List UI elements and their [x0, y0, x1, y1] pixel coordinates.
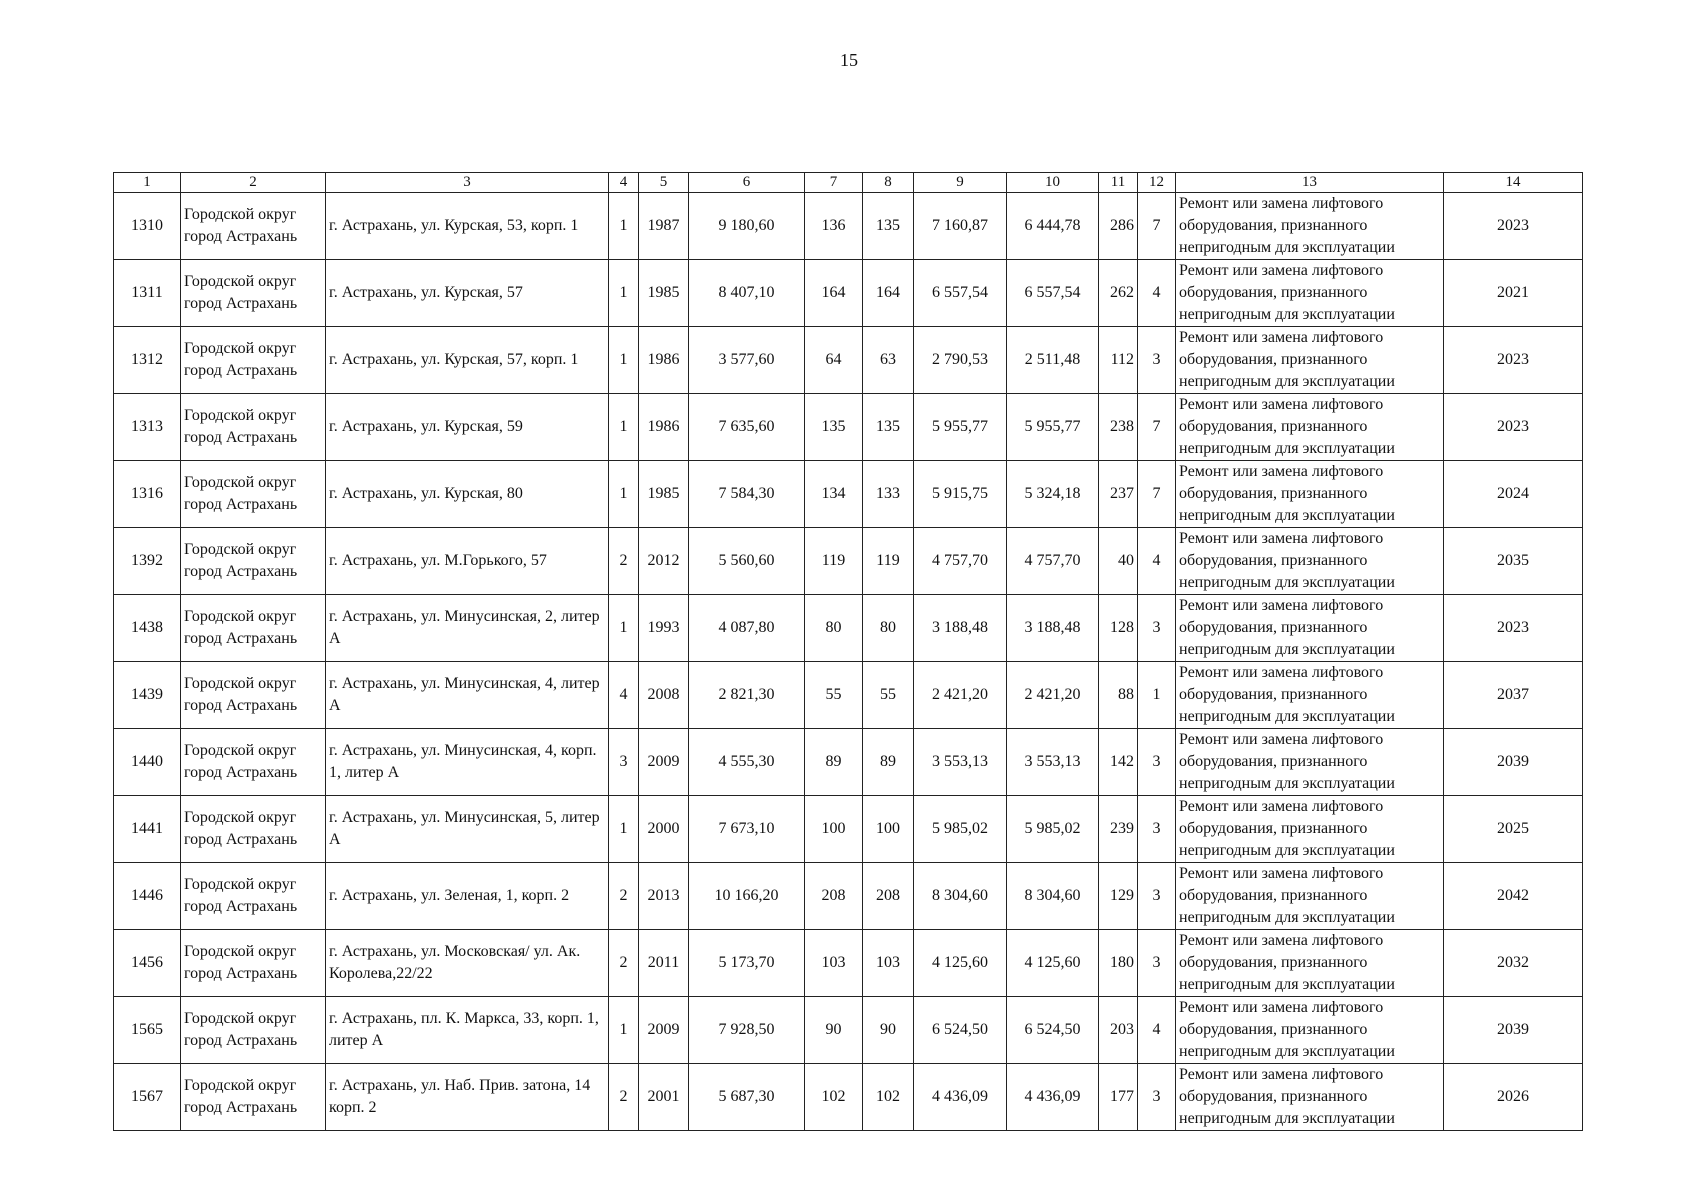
col-11-value-cell: 237 [1099, 461, 1138, 528]
planned-year-cell: 2023 [1444, 327, 1583, 394]
col-12-value-cell: 3 [1138, 796, 1176, 863]
municipality-cell: Городской округ город Астрахань [181, 729, 326, 796]
col-9-value-cell: 2 790,53 [914, 327, 1007, 394]
col-6-value-cell: 7 673,10 [689, 796, 805, 863]
year-cell: 1985 [639, 461, 689, 528]
col-4-value-cell: 1 [609, 461, 639, 528]
col-11-value-cell: 239 [1099, 796, 1138, 863]
col-6-value-cell: 8 407,10 [689, 260, 805, 327]
record-id-cell: 1565 [114, 997, 181, 1064]
col-6-value-cell: 7 928,50 [689, 997, 805, 1064]
col-11-value-cell: 262 [1099, 260, 1138, 327]
year-cell: 2009 [639, 729, 689, 796]
record-id-cell: 1446 [114, 863, 181, 930]
col-9-value-cell: 4 436,09 [914, 1064, 1007, 1131]
table-row [114, 729, 1583, 796]
record-id-cell: 1441 [114, 796, 181, 863]
table-row [114, 327, 1583, 394]
year-cell: 1993 [639, 595, 689, 662]
col-8-value-cell: 208 [863, 863, 914, 930]
column-header-1: 1 [114, 173, 181, 193]
col-9-value-cell: 8 304,60 [914, 863, 1007, 930]
address-cell: г. Астрахань, ул. Минусинская, 4, корп. 1, литер А [326, 729, 609, 796]
work-type-cell: Ремонт или замена лифтового оборудования, признанного непригодным для эксплуатации [1176, 662, 1444, 729]
col-6-value-cell: 3 577,60 [689, 327, 805, 394]
col-7-value-cell: 64 [805, 327, 863, 394]
record-id-cell: 1456 [114, 930, 181, 997]
col-12-value-cell: 3 [1138, 1064, 1176, 1131]
col-7-value-cell: 89 [805, 729, 863, 796]
col-9-value-cell: 7 160,87 [914, 193, 1007, 260]
year-cell: 1985 [639, 260, 689, 327]
col-8-value-cell: 133 [863, 461, 914, 528]
col-12-value-cell: 3 [1138, 595, 1176, 662]
year-cell: 1986 [639, 394, 689, 461]
record-id-cell: 1313 [114, 394, 181, 461]
col-4-value-cell: 3 [609, 729, 639, 796]
planned-year-cell: 2023 [1444, 394, 1583, 461]
column-header-12: 12 [1138, 173, 1176, 193]
col-9-value-cell: 6 524,50 [914, 997, 1007, 1064]
record-id-cell: 1439 [114, 662, 181, 729]
col-6-value-cell: 5 560,60 [689, 528, 805, 595]
column-header-4: 4 [609, 173, 639, 193]
col-12-value-cell: 4 [1138, 260, 1176, 327]
work-type-cell: Ремонт или замена лифтового оборудования, признанного непригодным для эксплуатации [1176, 796, 1444, 863]
col-10-value-cell: 2 511,48 [1007, 327, 1099, 394]
housing-register-table [113, 172, 1583, 1131]
year-cell: 2000 [639, 796, 689, 863]
record-id-cell: 1312 [114, 327, 181, 394]
col-7-value-cell: 119 [805, 528, 863, 595]
address-cell: г. Астрахань, ул. Зеленая, 1, корп. 2 [326, 863, 609, 930]
column-header-5: 5 [639, 173, 689, 193]
col-12-value-cell: 3 [1138, 863, 1176, 930]
column-header-13: 13 [1176, 173, 1444, 193]
record-id-cell: 1392 [114, 528, 181, 595]
col-6-value-cell: 7 584,30 [689, 461, 805, 528]
table-row [114, 863, 1583, 930]
municipality-cell: Городской округ город Астрахань [181, 260, 326, 327]
col-4-value-cell: 2 [609, 1064, 639, 1131]
planned-year-cell: 2023 [1444, 193, 1583, 260]
col-8-value-cell: 63 [863, 327, 914, 394]
col-10-value-cell: 8 304,60 [1007, 863, 1099, 930]
col-6-value-cell: 4 087,80 [689, 595, 805, 662]
address-cell: г. Астрахань, пл. К. Маркса, 33, корп. 1, литер А [326, 997, 609, 1064]
planned-year-cell: 2026 [1444, 1064, 1583, 1131]
col-7-value-cell: 55 [805, 662, 863, 729]
table-row [114, 930, 1583, 997]
municipality-cell: Городской округ город Астрахань [181, 595, 326, 662]
col-9-value-cell: 4 757,70 [914, 528, 1007, 595]
col-9-value-cell: 3 188,48 [914, 595, 1007, 662]
col-10-value-cell: 6 444,78 [1007, 193, 1099, 260]
address-cell: г. Астрахань, ул. Курская, 53, корп. 1 [326, 193, 609, 260]
column-header-9: 9 [914, 173, 1007, 193]
column-header-6: 6 [689, 173, 805, 193]
municipality-cell: Городской округ город Астрахань [181, 327, 326, 394]
col-10-value-cell: 2 421,20 [1007, 662, 1099, 729]
col-4-value-cell: 4 [609, 662, 639, 729]
planned-year-cell: 2039 [1444, 997, 1583, 1064]
col-7-value-cell: 90 [805, 997, 863, 1064]
col-9-value-cell: 5 915,75 [914, 461, 1007, 528]
col-9-value-cell: 2 421,20 [914, 662, 1007, 729]
year-cell: 1987 [639, 193, 689, 260]
col-8-value-cell: 80 [863, 595, 914, 662]
work-type-cell: Ремонт или замена лифтового оборудования, признанного непригодным для эксплуатации [1176, 461, 1444, 528]
record-id-cell: 1316 [114, 461, 181, 528]
work-type-cell: Ремонт или замена лифтового оборудования, признанного непригодным для эксплуатации [1176, 193, 1444, 260]
column-header-14: 14 [1444, 173, 1583, 193]
record-id-cell: 1438 [114, 595, 181, 662]
col-11-value-cell: 112 [1099, 327, 1138, 394]
col-6-value-cell: 9 180,60 [689, 193, 805, 260]
table-row [114, 528, 1583, 595]
col-11-value-cell: 129 [1099, 863, 1138, 930]
col-7-value-cell: 208 [805, 863, 863, 930]
address-cell: г. Астрахань, ул. М.Горького, 57 [326, 528, 609, 595]
col-11-value-cell: 128 [1099, 595, 1138, 662]
planned-year-cell: 2037 [1444, 662, 1583, 729]
municipality-cell: Городской округ город Астрахань [181, 930, 326, 997]
col-7-value-cell: 136 [805, 193, 863, 260]
table-body [114, 193, 1583, 1131]
address-cell: г. Астрахань, ул. Минусинская, 4, литер А [326, 662, 609, 729]
municipality-cell: Городской округ город Астрахань [181, 461, 326, 528]
year-cell: 2012 [639, 528, 689, 595]
col-9-value-cell: 4 125,60 [914, 930, 1007, 997]
table-row [114, 595, 1583, 662]
col-12-value-cell: 4 [1138, 997, 1176, 1064]
col-11-value-cell: 286 [1099, 193, 1138, 260]
work-type-cell: Ремонт или замена лифтового оборудования, признанного непригодным для эксплуатации [1176, 528, 1444, 595]
record-id-cell: 1311 [114, 260, 181, 327]
col-8-value-cell: 103 [863, 930, 914, 997]
municipality-cell: Городской округ город Астрахань [181, 528, 326, 595]
planned-year-cell: 2039 [1444, 729, 1583, 796]
col-4-value-cell: 1 [609, 327, 639, 394]
year-cell: 2013 [639, 863, 689, 930]
col-10-value-cell: 5 985,02 [1007, 796, 1099, 863]
col-12-value-cell: 7 [1138, 461, 1176, 528]
column-header-10: 10 [1007, 173, 1099, 193]
record-id-cell: 1567 [114, 1064, 181, 1131]
col-7-value-cell: 135 [805, 394, 863, 461]
col-10-value-cell: 3 553,13 [1007, 729, 1099, 796]
work-type-cell: Ремонт или замена лифтового оборудования, признанного непригодным для эксплуатации [1176, 260, 1444, 327]
col-4-value-cell: 2 [609, 863, 639, 930]
work-type-cell: Ремонт или замена лифтового оборудования, признанного непригодным для эксплуатации [1176, 729, 1444, 796]
table-row [114, 997, 1583, 1064]
col-7-value-cell: 102 [805, 1064, 863, 1131]
table-row [114, 662, 1583, 729]
planned-year-cell: 2024 [1444, 461, 1583, 528]
col-9-value-cell: 5 985,02 [914, 796, 1007, 863]
col-4-value-cell: 1 [609, 997, 639, 1064]
col-11-value-cell: 177 [1099, 1064, 1138, 1131]
col-4-value-cell: 1 [609, 394, 639, 461]
address-cell: г. Астрахань, ул. Минусинская, 2, литер А [326, 595, 609, 662]
col-10-value-cell: 6 557,54 [1007, 260, 1099, 327]
col-6-value-cell: 10 166,20 [689, 863, 805, 930]
table-row [114, 394, 1583, 461]
col-4-value-cell: 2 [609, 930, 639, 997]
municipality-cell: Городской округ город Астрахань [181, 796, 326, 863]
municipality-cell: Городской округ город Астрахань [181, 394, 326, 461]
col-8-value-cell: 90 [863, 997, 914, 1064]
col-12-value-cell: 3 [1138, 930, 1176, 997]
work-type-cell: Ремонт или замена лифтового оборудования, признанного непригодным для эксплуатации [1176, 997, 1444, 1064]
col-12-value-cell: 3 [1138, 327, 1176, 394]
address-cell: г. Астрахань, ул. Курская, 57 [326, 260, 609, 327]
header-row [114, 173, 1583, 193]
col-6-value-cell: 7 635,60 [689, 394, 805, 461]
col-12-value-cell: 4 [1138, 528, 1176, 595]
col-6-value-cell: 5 173,70 [689, 930, 805, 997]
col-8-value-cell: 55 [863, 662, 914, 729]
col-7-value-cell: 100 [805, 796, 863, 863]
municipality-cell: Городской округ город Астрахань [181, 193, 326, 260]
year-cell: 2011 [639, 930, 689, 997]
col-6-value-cell: 2 821,30 [689, 662, 805, 729]
column-header-8: 8 [863, 173, 914, 193]
municipality-cell: Городской округ город Астрахань [181, 1064, 326, 1131]
col-7-value-cell: 80 [805, 595, 863, 662]
col-10-value-cell: 4 125,60 [1007, 930, 1099, 997]
col-11-value-cell: 40 [1099, 528, 1138, 595]
col-12-value-cell: 1 [1138, 662, 1176, 729]
table-row [114, 461, 1583, 528]
col-8-value-cell: 135 [863, 193, 914, 260]
col-7-value-cell: 134 [805, 461, 863, 528]
col-8-value-cell: 100 [863, 796, 914, 863]
col-9-value-cell: 3 553,13 [914, 729, 1007, 796]
col-10-value-cell: 4 757,70 [1007, 528, 1099, 595]
col-11-value-cell: 203 [1099, 997, 1138, 1064]
column-header-3: 3 [326, 173, 609, 193]
planned-year-cell: 2042 [1444, 863, 1583, 930]
address-cell: г. Астрахань, ул. Наб. Прив. затона, 14 корп. 2 [326, 1064, 609, 1131]
work-type-cell: Ремонт или замена лифтового оборудования, признанного непригодным для эксплуатации [1176, 394, 1444, 461]
column-header-11: 11 [1099, 173, 1138, 193]
col-7-value-cell: 103 [805, 930, 863, 997]
col-10-value-cell: 4 436,09 [1007, 1064, 1099, 1131]
work-type-cell: Ремонт или замена лифтового оборудования, признанного непригодным для эксплуатации [1176, 1064, 1444, 1131]
address-cell: г. Астрахань, ул. Курская, 59 [326, 394, 609, 461]
col-8-value-cell: 164 [863, 260, 914, 327]
planned-year-cell: 2021 [1444, 260, 1583, 327]
col-4-value-cell: 2 [609, 528, 639, 595]
col-8-value-cell: 119 [863, 528, 914, 595]
col-11-value-cell: 238 [1099, 394, 1138, 461]
col-6-value-cell: 5 687,30 [689, 1064, 805, 1131]
col-4-value-cell: 1 [609, 260, 639, 327]
column-header-7: 7 [805, 173, 863, 193]
address-cell: г. Астрахань, ул. Минусинская, 5, литер А [326, 796, 609, 863]
record-id-cell: 1310 [114, 193, 181, 260]
table-row [114, 260, 1583, 327]
municipality-cell: Городской округ город Астрахань [181, 662, 326, 729]
municipality-cell: Городской округ город Астрахань [181, 997, 326, 1064]
column-header-2: 2 [181, 173, 326, 193]
work-type-cell: Ремонт или замена лифтового оборудования, признанного непригодным для эксплуатации [1176, 863, 1444, 930]
col-11-value-cell: 142 [1099, 729, 1138, 796]
work-type-cell: Ремонт или замена лифтового оборудования, признанного непригодным для эксплуатации [1176, 327, 1444, 394]
col-9-value-cell: 5 955,77 [914, 394, 1007, 461]
address-cell: г. Астрахань, ул. Курская, 80 [326, 461, 609, 528]
record-id-cell: 1440 [114, 729, 181, 796]
col-12-value-cell: 7 [1138, 394, 1176, 461]
year-cell: 2009 [639, 997, 689, 1064]
table-row [114, 796, 1583, 863]
col-10-value-cell: 6 524,50 [1007, 997, 1099, 1064]
municipality-cell: Городской округ город Астрахань [181, 863, 326, 930]
col-6-value-cell: 4 555,30 [689, 729, 805, 796]
table-row [114, 1064, 1583, 1131]
col-10-value-cell: 3 188,48 [1007, 595, 1099, 662]
col-8-value-cell: 89 [863, 729, 914, 796]
planned-year-cell: 2035 [1444, 528, 1583, 595]
planned-year-cell: 2025 [1444, 796, 1583, 863]
col-12-value-cell: 7 [1138, 193, 1176, 260]
work-type-cell: Ремонт или замена лифтового оборудования, признанного непригодным для эксплуатации [1176, 930, 1444, 997]
year-cell: 2001 [639, 1064, 689, 1131]
col-11-value-cell: 180 [1099, 930, 1138, 997]
col-4-value-cell: 1 [609, 193, 639, 260]
year-cell: 2008 [639, 662, 689, 729]
col-4-value-cell: 1 [609, 595, 639, 662]
col-7-value-cell: 164 [805, 260, 863, 327]
col-9-value-cell: 6 557,54 [914, 260, 1007, 327]
planned-year-cell: 2032 [1444, 930, 1583, 997]
col-4-value-cell: 1 [609, 796, 639, 863]
col-10-value-cell: 5 324,18 [1007, 461, 1099, 528]
col-10-value-cell: 5 955,77 [1007, 394, 1099, 461]
col-11-value-cell: 88 [1099, 662, 1138, 729]
col-8-value-cell: 135 [863, 394, 914, 461]
page-number: 15 [840, 50, 858, 70]
col-8-value-cell: 102 [863, 1064, 914, 1131]
planned-year-cell: 2023 [1444, 595, 1583, 662]
address-cell: г. Астрахань, ул. Московская/ ул. Ак. Королева,22/22 [326, 930, 609, 997]
table-row [114, 193, 1583, 260]
year-cell: 1986 [639, 327, 689, 394]
col-12-value-cell: 3 [1138, 729, 1176, 796]
work-type-cell: Ремонт или замена лифтового оборудования, признанного непригодным для эксплуатации [1176, 595, 1444, 662]
address-cell: г. Астрахань, ул. Курская, 57, корп. 1 [326, 327, 609, 394]
